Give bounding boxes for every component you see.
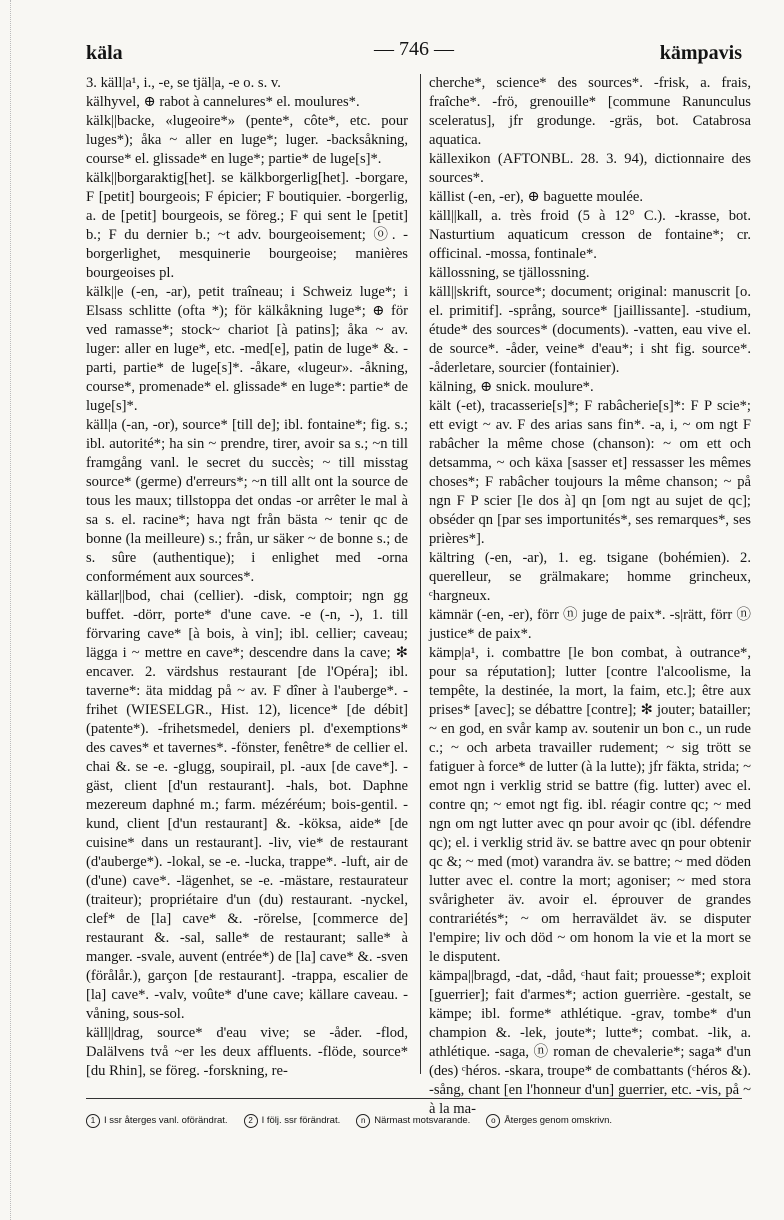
dictionary-entry: cherche*, science* des sources*. -frisk, a. frais, fraîche*. -frö, grenouille* [commune Ranunculus sceleratus], jfr grodunge. -gräs, bot. Catabrosa aquatica. (429, 75, 751, 148)
dictionary-entry: käll||drag, source* d'eau vive; se -åder. -flod, Dalälvens två ~er les deux affluents. -flöde, source* [du Rhin], se föreg. -forskning, re- (86, 1025, 408, 1079)
dictionary-entry: kältring (-en, -ar), 1. eg. tsigane (bohémien). 2. querelleur, se grälmakare; homme grincheux, ᶜhargneux. (429, 550, 751, 604)
footnote (244, 1114, 341, 1128)
dictionary-entry: kälk||borgaraktig[het]. se kälkborgerlig[het]. -borgare, F [petit] bourgeois; F épicier; F boutiquier. -borgerlig, a. de [petit] bourgeois, se föreg.; F qui sent le [petit] b.; F du dernier b.; ~t adv. bourgeoisement; ⓞ. -borgerlighet, mesquinerie bourgeoise; manières bourgeoises pl. (86, 170, 408, 281)
footnote-symbol: 2 (244, 1114, 258, 1128)
dictionary-entry: källar||bod, chai (cellier). -disk, comptoir; ngn gg buffet. -dörr, porte* d'une cave. -e (-n, -), 1. till förvaring cave* [à bois, à vin]; ibl. cellier; caveau; lägga i ~ mettre en cave*; descendre dans la cave; ✻ encaver. 2. värdshus restaurant [de l'Opéra]; ibl. taverne*: äta middag på ~ av. F dîner à l'auberge*. -frihet (WIESELGR., Hist. 12), licence* [de débit] (patente*). -frihetsmedel, deniers pl. d'exemptions* des caves* et tavernes*. -fönster, fenêtre* de cellier el. chai &. se -e. -glugg, soupirail, pl. -aux [de cave*]. -gäst, client [d'un restaurant]. -hals, bot. Daphne mezereum daphné m.; farm. mézéréum; bois-gentil. -kund, client [d'un restaurant] &. -köksa, aide* [de cuisine* dans un restaurant]. -liv, vie* de restaurant (d'auberge*). -lokal, se -e. -lucka, trappe*. -luft, air de (d'une) cave*. -lägenhet, se -e. -mästare, restaurateur (traiteur); propriétaire d'un (du) restaurant. -nyckel, clef* de [la] cave* &. -rörelse, [commerce de] restaurant &. -sal, salle* de restaurant; salle* à manger. -svale, auvent (entrée*) de [la] cave* &. -sven (förålår.), garçon [de restaurant]. -trappa, escalier de [la] cave*. -valv, voûte* d'une cave; källare caveau. -våning, sous-sol. (86, 588, 408, 1022)
dictionary-entry: kälk||backe, «lugeoire*» (pente*, côte*, etc. pour luges*); åka ~ aller en luge*; luger. -backsåkning, course* el. glissade* en luge*; partie* de luge[s]*. (86, 113, 408, 167)
page-number: — 746 — (374, 38, 454, 60)
dictionary-entry: källossning, se tjällossning. (429, 265, 590, 281)
left-column (86, 74, 414, 1081)
footnote (486, 1114, 612, 1128)
footnote-text: Närmast motsvarande. (374, 1115, 471, 1126)
dictionary-entry: kämp|a¹, i. combattre [le bon combat, à outrance*, pour sa réputation]; lutter [contre l'alcoolisme, la tempête, la destinée, la mort, la faim, etc.]; être aux prises* [avec]; se débattre [contre]; ✻ jouter; batailler; ~ en god, en svår kamp av. soutenir un bon c., un rude c.; ~ och arbeta travailler rudement; ~ sig trött se fatiguer à force* de lutter (à la lutte); jfr fäkta, strida; ~ emot ngn i verklig strid se battre (fig. lutter) avec el. contre qn; ~ emot ngt fig. ibl. réagir contre qc; ~ med ngn om ngt lutter avec qn pour avoir qc (ibl. défendre qc); el. i verklig strid äv. se battre avec qn pour obtenir qc &; ~ med (mot) varandra äv. se battre; ~ med döden lutter avec el. contre la mort; agoniser; ~ med stora svårigheter äv. avoir el. éprouver de grandes contrariétés*; ~ om herraväldet äv. se disputer l'empire; liv och död ~ om honom la vie et la mort se le disputent. (429, 645, 751, 965)
page-header (86, 38, 742, 68)
footnote (356, 1114, 470, 1128)
dictionary-entry: käll||kall, a. très froid (5 à 12° C.). -krasse, bot. Nasturtium aquaticum cresson de fontaine*; cr. officinal. -mossa, fontinale*. (429, 208, 751, 262)
dictionary-entry: källexikon (AFTONBL. 28. 3. 94), dictionnaire des sources*. (429, 151, 751, 186)
dictionary-entry: kämpa||bragd, -dat, -dåd, ᶜhaut fait; prouesse*; exploit [guerrier]; fait d'armes*; action guerrière. -gestalt, se kämpe; ibl. forme* athlétique. -grav, tombe* d'un champion &. -lek, joute*; lutte*; combat. -lik, a. athlétique. -saga, ⓝ roman de chevalerie*; saga* d'un (des) ᶜhéros. -skara, troupe* de combattants (ᶜhéros &). -sång, chant [en l'honneur d'un] guerrier, etc. -vis, på ~ à la ma- (429, 968, 751, 1117)
footnotes (86, 1114, 756, 1128)
header-guide-word-left: käla (86, 42, 123, 64)
footnote (86, 1114, 228, 1128)
footnote-text: I följ. ssr förändrat. (261, 1115, 341, 1126)
dictionary-entry: 3. käll|a¹, i., -e, se tjäl|a, -e o. s. v. (86, 75, 281, 91)
dictionary-entry: källist (-en, -er), ⊕ baguette moulée. (429, 189, 644, 205)
footnote-symbol: o (486, 1114, 500, 1128)
dictionary-entry: kält (-et), tracasserie[s]*; F rabâcherie[s]*: F P scie*; ett evigt ~ av. F des arias sans fin*. -a, i, ~ om ngt F rabâcher la même chose (chanson): ~ om ett och detsamma, ~ och käxa [sasser et] ressasser les mêmes choses*; F rabâcher toujours la même chanson; ~ på ngn F P scier [le dos à] qn [om ngt au sujet de qc]; obséder qn [par ses importunités*, ses remarques*, ses prières*]. (429, 398, 751, 547)
dictionary-entry: kälk||e (-en, -ar), petit traîneau; i Schweiz luge*; i Elsass schlitte (ofta *); för kälkåkning luge*; ⊕ för ved ramasse*; stock~ chariot [à patins]; åka ~ av. luger: aller en luge*, etc. -med[e], patin de luge* &. -parti, partie* de luge[s]*. -åkare, «lugeur». -åkning, course*, promenade* el. glissade* en luge*: partie* de luge[s]*. (86, 284, 408, 414)
dictionary-entry: käll||skrift, source*; document; original: manuscrit [o. el. primitif]. -språng, source* [jaillissante]. -studium, étude* des sources* (documents). -vatten, eau vive el. de source*. -åder, veine* d'eau*; i sht fig. source*. -åderletare, sourcier (fontainier). (429, 284, 751, 376)
dictionary-entry: kämnär (-en, -er), förr ⓝ juge de paix*. -s|rätt, förr ⓝ justice* de paix*. (429, 607, 751, 642)
footnote-divider (86, 1098, 742, 1099)
page-edge (0, 0, 11, 1220)
footnote-symbol: n (356, 1114, 370, 1128)
footnote-text: Återges genom omskrivn. (504, 1115, 613, 1126)
footnote-symbol: 1 (86, 1114, 100, 1128)
dictionary-entry: kälhyvel, ⊕ rabot à cannelures* el. moulures*. (86, 94, 360, 110)
right-column (420, 74, 751, 1117)
footnote-text: I ssr återges vanl. oförändrat. (104, 1115, 228, 1126)
dictionary-entry: kälning, ⊕ snick. moulure*. (429, 379, 594, 395)
header-guide-word-right: kämpavis (659, 42, 742, 64)
dictionary-entry: käll|a (-an, -or), source* [till de]; ibl. fontaine*; fig. s.; ibl. autorité*; ha sin ~ prendre, tirer, avoir sa s.; ~n till framgång vanl. le secret du succès; ~ till misstag source* (germe) d'erreurs*; ~n till allt ont la source de tous les maux; tillstoppa det ondas -or arrêter le mal à sa s. el. racine*; hava ngt från bästa ~ tenir qc de bonne (la meilleure) s.; från, ur säker ~ de bonne s.; de s. sûre (authentique); i enlighet med -orna conformément aux sources*. (86, 417, 408, 585)
